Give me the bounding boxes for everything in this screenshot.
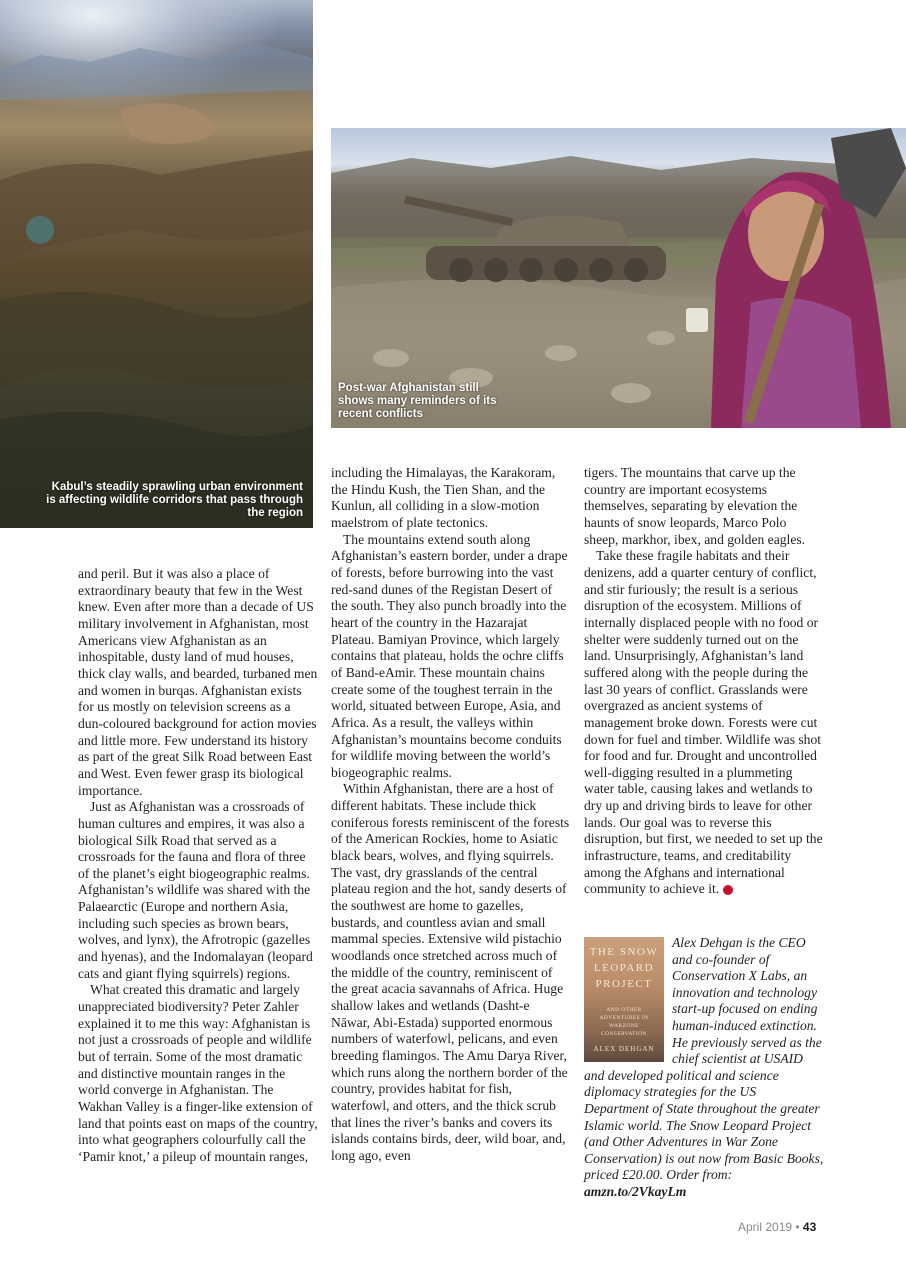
- issue-date: April 2019: [738, 1220, 793, 1234]
- book-cover: [584, 937, 664, 1062]
- paragraph: tigers. The mountains that carve up the country are important ecosystems themselves, separating by elevation the haunts of snow leopards, Marco Polo sheep, markhor, ibex, and golden eagles.: [584, 465, 806, 547]
- folio-separator: •: [792, 1220, 803, 1234]
- page-folio: [738, 1220, 816, 1234]
- author-bio: [584, 935, 824, 1201]
- kabul-landscape-graphic: [0, 0, 313, 528]
- bio-text: Alex Dehgan is the CEO and co-founder of Conservation X Labs, an innovation and technology start-up focused on ending human-induced extinction. He previously served as the chief scientist at USAID and developed political and science diplomacy strategies for the US Department of State throughout the greater Islamic world. The Snow Leopard Project (and Other Adventures in War Zone Conservation) is out now from Basic Books, priced £20.00. Order from:: [584, 935, 824, 1183]
- book-subtitle-line: AND OTHER: [606, 1007, 642, 1013]
- kabul-aerial-photo: [0, 0, 313, 528]
- paragraph-text: Take these fragile habitats and their denizens, add a quarter century of conflict, and stir furiously; the result is a serious disruption of the ecosystem. Millions of internally displaced people with no food or shelter were suddenly turned out on the land. Unsurprisingly, Afghanistan’s land suffered along with the people during the last 30 years of conflict. Grasslands were overgrazed as ancient systems of management broke down. Forests were cut down for fuel and timber. Wildlife was shot for food and fur. Drought and uncontrolled well-digging resulted in a plummeting water table, causing lakes and wetlands to dry up and driving birds to leave for other lands. Our goal was to reverse this disruption, but first, we needed to set up the infrastructure, teams, and creditability among the Afghans and international community to achieve it.: [584, 548, 823, 897]
- article-column-2: [331, 465, 571, 1165]
- book-subtitle-line: CONSERVATION: [601, 1031, 647, 1037]
- tank-girl-photo: [331, 128, 906, 428]
- paragraph: The mountains extend south along Afghanistan’s eastern border, under a drape of forests, before burrowing into the vast red-sand dunes of the Registan Desert of the south. They also punch broadly into the heart of the country in the Hazarajat Plateau. Bamiyan Province, which largely contains that plateau, holds the ochre cliffs of Band-eAmir. These mountain chains create some of the toughest terrain in the world, situated between Europe, Asia, and Africa. As a result, the valleys within Afghanistan’s mountains become conduits for wildlife moving between the world’s biogeographic realms.: [331, 531, 568, 780]
- book-title-line: PROJECT: [595, 978, 653, 990]
- paragraph: What created this dramatic and largely unappreciated biodiversity? Peter Zahler explained it to me this way: Afghanistan is not just a crossroads of people and wildlife but of terrain. Some of the most dramatic and distinctive mountain ranges in the world converge in Afghanistan. The Wakhan Valley is a finger-like extension of land that points east on maps of the country, into what geographers colourfully call the ‘Pamir knot,’ a pileup of mountain ranges,: [78, 982, 318, 1164]
- book-subtitle-line: WARZONE: [609, 1023, 639, 1029]
- end-of-article-marker: [723, 885, 733, 895]
- book-title-line: LEOPARD: [593, 962, 655, 974]
- order-link[interactable]: amzn.to/2VkayLm: [584, 1183, 687, 1199]
- paragraph-final: [584, 548, 824, 898]
- book-title-line: THE SNOW: [589, 946, 659, 958]
- article-column-3: [584, 465, 824, 898]
- book-author: ALEX DEHGAN: [593, 1045, 655, 1054]
- paragraph: including the Himalayas, the Karakoram, the Hindu Kush, the Tien Shan, and the Kunlun, all colliding in a slow-motion maelstrom of plate tectonics.: [331, 465, 556, 530]
- kabul-photo-caption: Kabul’s steadily sprawling urban environment is affecting wildlife corridors that pass through the region: [46, 481, 303, 519]
- paragraph: Within Afghanistan, there are a host of different habitats. These include thick coniferous forests reminiscent of the forests of the American Rockies, home to Asiatic black bears, wolves, and flying squirrels. The vast, dry grasslands of the central plateau region and the hot, sandy deserts of the southwest are home to gazelles, bustards, and countless avian and small mammal species. Extensive wild pistachio woodlands once stretched across much of the middle of the country, reminiscent of the great acacia savannahs of Africa. Huge shallow lakes and wetlands (Dasht-e Nāwar, Abi-Estada) supported enormous numbers of waterfowl, pelicans, and even breeding flamingos. The Amu Darya River, which runs along the northern border of the country, provides habitat for fish, waterfowl, and otters, and the thick scrub that lines the river’s banks and covers its islands contains birds, deer, wild boar, and, long ago, even: [331, 781, 570, 1163]
- article-column-1: [78, 566, 318, 1166]
- book-subtitle-line: ADVENTURES IN: [599, 1015, 649, 1021]
- tank-photo-caption: Post-war Afghanistan still shows many reminders of its recent conflicts: [338, 382, 497, 420]
- paragraph: and peril. But it was also a place of extraordinary beauty that few in the West knew. Even after more than a decade of US military involvement in Afghanistan, most Americans view Afghanistan as an inhospitable, dusty land of mud houses, thick clay walls, and bearded, turbaned men and women in burqas. Afghanistan exists for us mostly on television screens as a dun-coloured background for action movies and little more. Few understand its history as part of the great Silk Road between East and West. Even fewer grasp its biological importance.: [78, 566, 318, 798]
- paragraph: Just as Afghanistan was a crossroads of human cultures and empires, it was also a biological Silk Road that served as a crossroads for the fauna and flora of three of the planet’s eight biogeographic realms. Afghanistan’s wildlife was shared with the Palaearctic (Europe and northern Asia, including such species as brown bears, wolves, and lynx), the Afrotropic (gazelles and hyenas), and the Indomalayan (leopard cats and giant flying squirrels) regions.: [78, 799, 313, 981]
- page-number: 43: [802, 1220, 817, 1234]
